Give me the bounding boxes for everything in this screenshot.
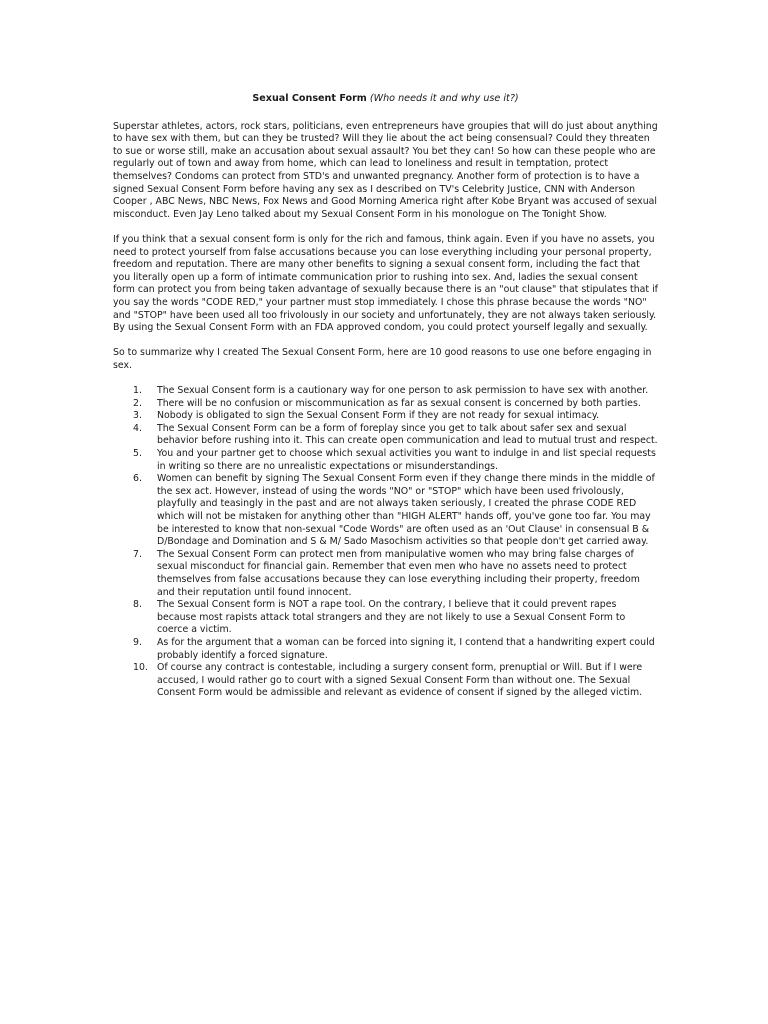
list-item	[113, 662, 658, 700]
list-text: The Sexual Consent form is NOT a rape tool. On the contrary, I believe that it could prevent rapes because most rapists attack total strangers and they are not likely to use a Sexual Consent Form to coerce a victim.	[157, 599, 626, 636]
list-item	[113, 599, 658, 637]
list-item	[113, 410, 658, 423]
list-item	[113, 549, 658, 599]
list-text: The Sexual Consent form is a cautionary way for one person to ask permission to have sex with another.	[157, 385, 649, 397]
list-text: The Sexual Consent Form can protect men from manipulative women who may bring false charges of sexual misconduct for financial gain. Remember that even men who have no assets need to protect themselves from false accusations because they can lose everything including their property, freedom and their reputation until found innocent.	[157, 548, 640, 598]
title-subtitle: (Who needs it and why use it?)	[369, 93, 519, 104]
paragraph-intro: Superstar athletes, actors, rock stars, politicians, even entrepreneurs have groupies that will do just about anything to have sex with them, but can they be trusted? Will they lie about the act being consensual? Could they threaten to sue or worse still, make an accusation about sexual assault? You bet they can! So how can these people who are regularly out of town and away from home, which can lead to loneliness and result in temptation, protect themselves? Condoms can protect from STD's and unwanted pregnancy. Another form of protection is to have a signed Sexual Consent Form before having any sex as I described on TV's Celebrity Justice, CNN with Anderson Cooper , ABC News, NBC News, Fox News and Good Morning America right after Kobe Bryant was accused of sexual misconduct. Even Jay Leno talked about my Sexual Consent Form in his monologue on The Tonight Show.	[113, 120, 658, 220]
list-item	[113, 385, 658, 398]
list-number: 9.	[133, 636, 142, 648]
list-number: 7.	[133, 548, 142, 560]
list-number: 1.	[133, 385, 142, 397]
list-item	[113, 473, 658, 549]
paragraph-benefits: If you think that a sexual consent form is only for the rich and famous, think again. Even if you have no assets, you need to protect yourself from false accusations because you can lose everything including your personal property, freedom and reputation. There are many other benefits to signing a sexual consent form, including the fact that you literally open up a form of intimate communication prior to rushing into sex. And, ladies the sexual consent form can protect you from being taken advantage of sexually because there is an "out clause" that stipulates that if you say the words "CODE RED," your partner must stop immediately. I chose this phrase because the words "NO" and "STOP" have been used all too frivolously in our society and unfortunately, they are not always taken seriously. By using the Sexual Consent Form with an FDA approved condom, you could protect yourself legally and sexually.	[113, 233, 658, 334]
list-text: The Sexual Consent Form can be a form of foreplay since you get to talk about safer sex and sexual behavior before rushing into it. This can create open communication and lead to mutual trust and respect.	[157, 422, 658, 447]
list-number: 2.	[133, 397, 142, 409]
list-number: 8.	[133, 599, 142, 611]
paragraph-summary: So to summarize why I created The Sexual Consent Form, here are 10 good reasons to use one before engaging in sex.	[113, 347, 652, 371]
reasons-list	[113, 385, 658, 700]
list-text: There will be no confusion or miscommunication as far as sexual consent is concerned by both parties.	[157, 397, 641, 409]
list-text: Of course any contract is contestable, including a surgery consent form, prenuptial or Will. But if I were accused, I would rather go to court with a signed Sexual Consent Form than without one. The Sexual Consent Form would be admissible and relevant as evidence of consent if signed by the alleged victim.	[157, 662, 643, 699]
list-text: Nobody is obligated to sign the Sexual Consent Form if they are not ready for sexual intimacy.	[157, 410, 600, 422]
list-item	[113, 637, 658, 662]
list-item	[113, 448, 658, 473]
list-item	[113, 423, 658, 448]
list-number: 5.	[133, 448, 142, 460]
document-title	[113, 93, 658, 106]
list-item	[113, 398, 658, 411]
list-text: As for the argument that a woman can be forced into signing it, I contend that a handwriting expert could probably identify a forced signature.	[157, 636, 655, 661]
list-number: 6.	[133, 473, 142, 485]
list-number: 10.	[133, 662, 148, 674]
list-text: You and your partner get to choose which sexual activities you want to indulge in and list special requests in writing so there are no unrealistic expectations or misunderstandings.	[157, 448, 656, 472]
list-number: 4.	[133, 422, 142, 434]
document-page	[113, 93, 658, 700]
list-number: 3.	[133, 410, 142, 422]
list-text: Women can benefit by signing The Sexual Consent Form even if they change there minds in the middle of the sex act. However, instead of using the words "NO" or "STOP" which have been used frivolously, playfully and teasingly in the past and are not always taken seriously, I created the phrase CODE RED which will not be mistaken for anything other than "HIGH ALERT" hands off, you've gone too far. You may be interested to know that non-sexual "Code Words" are often used as an 'Out Clause' in consensual B & D/Bondage and Domination and S & M/ Sado Masochism activities so that people don't get carried away.	[157, 473, 655, 548]
title-main: Sexual Consent Form	[252, 93, 367, 104]
